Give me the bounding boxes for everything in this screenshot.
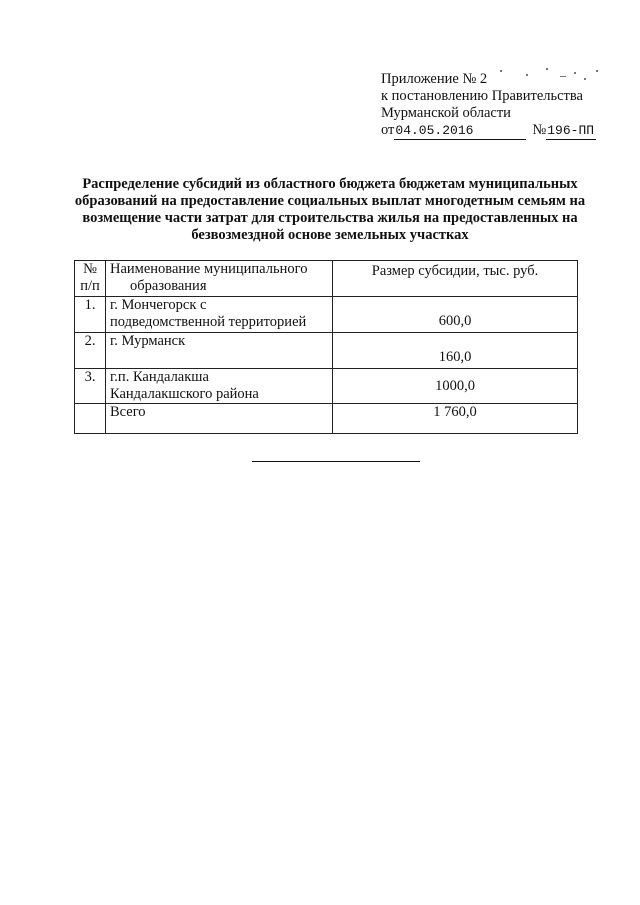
document-title: Распределение субсидий из областного бюджета бюджетам муниципальных образований на предоставление социальных выплат многодетным семьям на возмещение части затрат для строительства жилья на предоставленных на безвозмездной основе земельных участках [74,176,586,243]
row-amount: 600,0 [333,297,578,333]
row-amount: 160,0 [333,333,578,369]
annex-title: Приложение № 2 [381,71,488,87]
row-number: 3. [75,369,106,404]
table-header-row [75,261,578,297]
header-name: Наименование муниципального образования [106,261,333,297]
row-number: 2. [75,333,106,369]
end-divider [252,461,420,462]
table-row [75,369,578,404]
row-number: 1. [75,297,106,333]
subsidy-table [74,260,578,434]
total-label: Всего [106,404,333,434]
table-row [75,333,578,369]
row-name: г.п. Кандалакша Кандалакшского района [106,369,333,404]
total-number [75,404,106,434]
header-number: № п/п [75,261,106,297]
number-label: № [532,122,547,138]
table-total-row [75,404,578,434]
table-row [75,297,578,333]
annex-region: Мурманской области [381,105,511,121]
total-amount: 1 760,0 [333,404,578,434]
annex-date-number [381,122,596,140]
number-field: 196-ПП [546,122,596,140]
row-name: г. Мурманск [106,333,333,369]
date-from-label: от [381,122,395,138]
annex-resolution: к постановлению Правительства [381,88,583,104]
annex-block [381,71,596,140]
header-amount: Размер субсидии, тыс. руб. [333,261,578,297]
date-field: 04.05.2016 [394,122,526,140]
row-name: г. Мончегорск с подведомственной территорией [106,297,333,333]
row-amount: 1000,0 [333,369,578,404]
